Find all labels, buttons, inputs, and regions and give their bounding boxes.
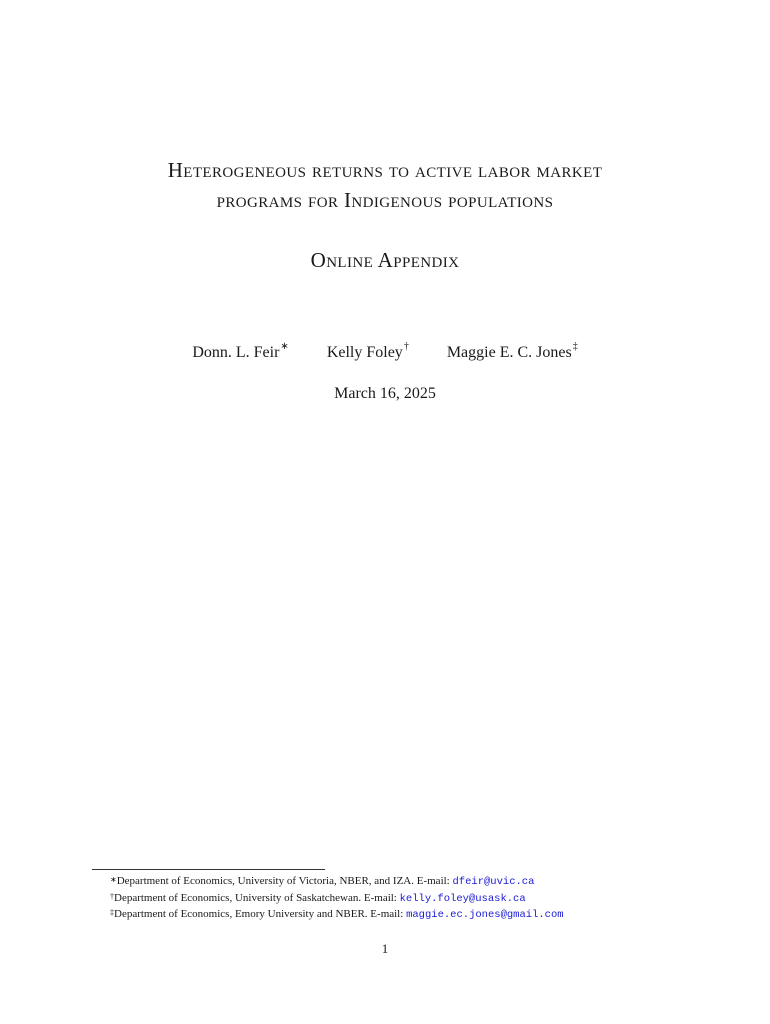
paper-subtitle: Online Appendix: [310, 248, 460, 272]
footnote-mark: ∗: [110, 875, 117, 884]
author-name: Maggie E. C. Jones: [446, 344, 572, 361]
title-line-2: programs for Indigenous populations: [216, 188, 554, 212]
author-name: Donn. L. Feir: [192, 344, 280, 361]
email-link[interactable]: maggie.ec.jones@gmail.com: [406, 909, 564, 921]
author-2: [326, 341, 409, 362]
footnote-mark: ‡: [110, 908, 114, 917]
title-line-1: Heterogeneous returns to active labor market: [167, 158, 603, 182]
author-3: [446, 341, 578, 362]
footnote-divider: [92, 869, 325, 870]
email-link[interactable]: dfeir@uvic.ca: [452, 876, 535, 888]
footnote-2: [110, 891, 564, 908]
author-footnote-mark: ‡: [572, 341, 578, 352]
author-footnote-mark: ∗: [280, 341, 289, 352]
footnote-text: Department of Economics, Emory University and NBER. E-mail:: [114, 908, 407, 920]
footnote-1: [110, 874, 564, 891]
footnote-text: Department of Economics, University of Saskatchewan. E-mail:: [114, 891, 400, 904]
page-number: 1: [381, 941, 389, 956]
footnote-mark: †: [110, 891, 114, 901]
footnotes: [110, 874, 564, 924]
author-1: [192, 341, 289, 362]
author-name: Kelly Foley: [326, 344, 403, 361]
footnote-text: Department of Economics, University of Victoria, NBER, and IZA. E-mail:: [116, 875, 453, 887]
email-link[interactable]: kelly.foley@usask.ca: [399, 892, 526, 905]
author-footnote-mark: †: [403, 341, 409, 352]
author-list: [0, 341, 770, 362]
footnote-3: [110, 907, 564, 924]
paper-title: [0, 155, 770, 215]
publication-date: March 16, 2025: [334, 385, 436, 402]
